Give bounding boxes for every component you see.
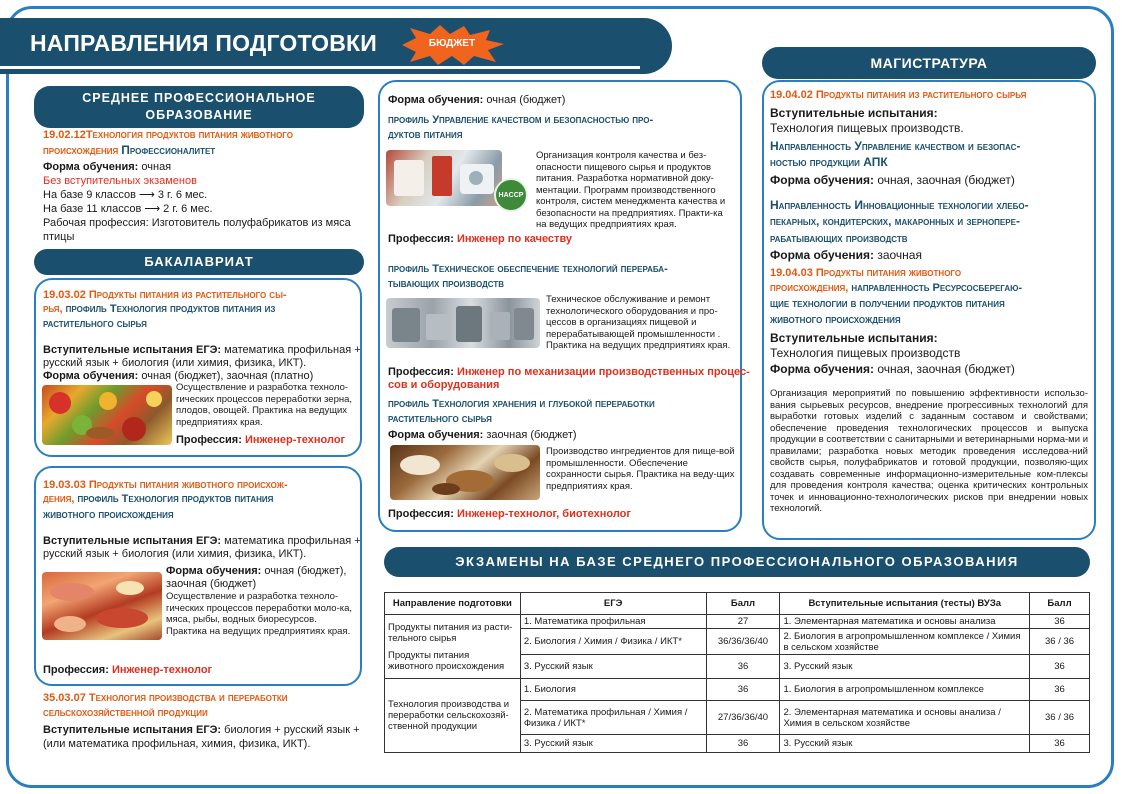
table-cell: 27/36/36/40: [706, 701, 780, 735]
b2-form-value-2: заочная (бюджет): [166, 578, 257, 590]
b3-exams-value: биология + русский язык +: [221, 724, 360, 736]
spo-code-title: 19.02.12Технология продуктов питания животного: [43, 129, 293, 141]
mid-b1-title-1: профиль Управление качеством и безопасностью про-: [388, 114, 654, 126]
b1-title-3: растительного сырья: [43, 318, 147, 330]
lab-image: [386, 150, 502, 206]
b2-exams-label: Вступительные испытания ЕГЭ:: [43, 535, 222, 547]
b1-form-value: очная (бюджет), заочная (платно): [138, 370, 314, 382]
table-cell: 36: [1030, 735, 1090, 753]
m2-line2b: направленность Ресурсосберегаю-: [851, 282, 1023, 294]
m1-dir2-line3: рабатывающих производств: [770, 231, 908, 245]
mid-b3-title-1: профиль Технология хранения и глубокой переработки: [388, 398, 655, 410]
m2-form-value: очная, заочная (бюджет): [874, 362, 1015, 376]
b3-exams-label: Вступительные испытания ЕГЭ:: [43, 724, 222, 736]
mid-b3-form-label: Форма обучения:: [388, 429, 484, 441]
spo-pill: [34, 86, 364, 128]
exams-table: [384, 592, 1090, 753]
grains-image: [390, 445, 540, 500]
table-cell: 2. Биология / Химия / Физика / ИКТ*: [520, 629, 706, 655]
th-ege: ЕГЭ: [520, 593, 706, 615]
mid-b2-prof-label: Профессия:: [388, 366, 454, 378]
table-cell: 1. Биология: [520, 679, 706, 701]
table-cell: 27: [706, 615, 780, 629]
spo-form-value: очная: [138, 161, 172, 173]
m1-exams-label: Вступительные испытания:: [770, 106, 938, 120]
th-uni-tests: Вступительные испытания (тесты) ВУЗа: [780, 593, 1030, 615]
table-cell: 36: [1030, 679, 1090, 701]
table-cell: 3. Русский язык: [780, 735, 1030, 753]
group1-direction-2: Продукты питания животного происхождения: [388, 649, 505, 672]
b1-form-label: Форма обучения:: [43, 370, 139, 382]
b2-title-2a: дения,: [43, 493, 78, 505]
group1-direction: [385, 615, 521, 679]
table-cell: 3. Русский язык: [780, 655, 1030, 679]
b1-prof-value: Инженер-технолог: [241, 434, 346, 446]
spo-pill-line2: ОБРАЗОВАНИЕ: [145, 108, 253, 122]
mid-b3-title-2: растительного сырья: [388, 413, 492, 425]
table-cell: 36: [706, 655, 780, 679]
b1-exams-label: Вступительные испытания ЕГЭ:: [43, 344, 222, 356]
b3-title-1: 35.03.07 Технология производства и переработки: [43, 692, 288, 704]
b2-description: Осуществление и разработка техноло-гических процессов переработки моло-ка, мяса, рыбы, водных биоресурсов. Практика на ведущих предприятиях края.: [166, 591, 353, 637]
vegetables-image: [42, 385, 172, 445]
table-cell: 36/36/36/40: [706, 629, 780, 655]
mid-b3-form-value: заочная (бюджет): [483, 429, 577, 441]
spo-work-prof-2: птицы: [43, 231, 75, 243]
table-row: [385, 615, 1090, 629]
exams-table-header: [385, 593, 1090, 615]
spo-form-label: Форма обучения:: [43, 161, 139, 173]
m1-dir2-line1: Направленность Инновационные технологии хлебо-: [770, 198, 1029, 212]
mid-b2-description: Техническое обслуживание и ремонт технологического оборудования и про-цессов в организациях пищевой и перерабатывающей промышленности . Практика на ведущих предприятиях края.: [546, 294, 731, 351]
b2-prof-label: Профессия:: [43, 664, 109, 676]
table-cell: 3. Русский язык: [520, 655, 706, 679]
b2-form-value: очная (бюджет),: [261, 565, 347, 577]
m2-line4: животного происхождения: [770, 314, 901, 326]
table-cell: 36 / 36: [1030, 629, 1090, 655]
b2-title-3: животного происхождения: [43, 509, 174, 521]
m2-line1: 19.04.03 Продукты питания животного: [770, 267, 962, 279]
table-cell: 2. Биология в агропромышленном комплексе / Химия в сельском хозяйстве: [780, 629, 1030, 655]
b2-title-2b: профиль Технология продуктов питания: [77, 493, 274, 505]
b1-title-2a: рья,: [43, 303, 66, 315]
m2-exams-value: Технология пищевых производств: [770, 346, 961, 360]
m1-form2-label: Форма обучения:: [770, 248, 874, 262]
spo-base-9: На базе 9 классов ⟶ 3 г. 6 мес.: [43, 189, 208, 201]
m1-form1-value: очная, заочная (бюджет): [874, 173, 1015, 187]
table-row: [385, 679, 1090, 701]
table-cell: 36: [706, 735, 780, 753]
b1-title-1: 19.03.02 Продукты питания из растительного сы-: [43, 289, 287, 301]
spo-no-exams: Без вступительных экзаменов: [43, 175, 197, 187]
mid-b2-title-1: профиль Техническое обеспечение технологий перераба-: [388, 263, 668, 275]
mid-b3-prof-label: Профессия:: [388, 508, 454, 520]
spo-pill-line1: СРЕДНЕЕ ПРОФЕССИОНАЛЬНОЕ: [82, 91, 316, 105]
m1-exams-value: Технология пищевых производств.: [770, 121, 964, 135]
table-cell: 1. Математика профильная: [520, 615, 706, 629]
b2-title-1: 19.03.03 Продукты питания животного происхож-: [43, 479, 288, 491]
b2-form-label: Форма обучения:: [166, 565, 262, 577]
b2-exams-value: математика профильная +: [221, 535, 361, 547]
masters-description: Организация мероприятий по повышению эффективности использо-вания сырьевых ресурсов, внедрение прогрессивных технологий для выработки готовых изделий с заданным составом и свойствами; обеспечение проведения технологических процессов и выпуска продукции в соответствии с санитарными и ветеринарными норма-ми и правилами; разработка новых методик проведения исследова-ний свойств сырья, полуфабрикатов и готовой продукции, позволяю-щих создавать современные информационно-измерительные ком-плексы для проведения контроля качества; оценка критических контрольных точек и инновационно-технологических рисков при внедрении новых технологий.: [770, 388, 1088, 514]
spo-code-title-2: происхождения: [43, 145, 122, 157]
th-score-2: Балл: [1030, 593, 1090, 615]
m1-title: 19.04.02 Продукты питания из растительного сырья: [770, 89, 1027, 101]
b3-exams-2: (или математика профильная, химия, физика, ИКТ).: [43, 738, 311, 750]
group2-direction: Технология производства и переработки сельскохозяй-ственной продукции: [385, 679, 521, 753]
header-underline: [0, 66, 640, 69]
m2-line3: щие технологии в получении продуктов питания: [770, 298, 1005, 310]
m1-form2-value: заочная: [874, 248, 922, 262]
mid-b3-prof-value: Инженер-технолог, биотехнолог: [453, 508, 631, 520]
mid-b1-prof-value: Инженер по качеству: [453, 233, 573, 245]
spo-work-prof: Рабочая профессия: Изготовитель полуфабрикатов из мяса: [43, 217, 351, 229]
mid-b2-prof-value: Инженер по механизации производственных процес-: [453, 366, 750, 378]
page-title: НАПРАВЛЕНИЯ ПОДГОТОВКИ: [30, 30, 378, 56]
haccp-stamp-icon: [494, 178, 528, 212]
table-cell: 1. Биология в агропромышленном комплексе: [780, 679, 1030, 701]
b1-description: Осуществление и разработка техноло-гических процессов переработки зерна, плодов, овощей. Практика на ведущих предприятиях края.: [176, 382, 353, 428]
th-direction: Направление подготовки: [385, 593, 521, 615]
exams-pill: ЭКЗАМЕНЫ НА БАЗЕ СРЕДНЕГО ПРОФЕССИОНАЛЬНОГО ОБРАЗОВАНИЯ: [384, 547, 1090, 577]
b1-exams-2: русский язык + биология (или химия, физика, ИКТ).: [43, 357, 307, 369]
th-score: Балл: [706, 593, 780, 615]
mid-b3-description: Производство ингредиентов для пище-вой промышленности. Обеспечение сохранности сырья. Практика на веду-щих предприятиях края.: [546, 446, 735, 492]
mid-b2-prof-value-2: сов и оборудования: [388, 379, 500, 391]
m1-form1-label: Форма обучения:: [770, 173, 874, 187]
spo-base-11: На базе 11 классов ⟶ 2 г. 6 мес.: [43, 203, 213, 215]
bachelor-pill: БАКАЛАВРИАТ: [34, 249, 364, 275]
table-cell: 36 / 36: [1030, 701, 1090, 735]
group1-direction-1: Продукты питания из расти-тельного сырья: [388, 621, 513, 644]
budget-badge: БЮДЖЕТ: [428, 38, 476, 49]
spo-professionalitet: Профессионалитет: [121, 143, 216, 157]
table-cell: 36: [1030, 655, 1090, 679]
haccp-stamp-label: HACCP: [498, 192, 524, 199]
b2-prof-value: Инженер-технолог: [108, 664, 213, 676]
m1-dir2-line2: пекарных, кондитерских, макаронных и зернопере-: [770, 214, 1020, 228]
m2-exams-label: Вступительные испытания:: [770, 331, 938, 345]
table-cell: 3. Русский язык: [520, 735, 706, 753]
m2-line2a: происхождения,: [770, 282, 852, 294]
b1-title-2b: профиль Технология продуктов питания из: [65, 303, 276, 315]
table-cell: 36: [706, 679, 780, 701]
b2-exams-2: русский язык + биология (или химия, физика, ИКТ).: [43, 548, 307, 560]
masters-pill: МАГИСТРАТУРА: [762, 47, 1096, 79]
table-cell: 2. Элементарная математика и основы анализа / Химия в сельском хозяйстве: [780, 701, 1030, 735]
m1-dir1-line1: Направленность Управление качеством и безопас-: [770, 139, 1021, 153]
meat-fish-image: [42, 572, 162, 640]
equipment-image: [386, 298, 540, 348]
mid-form-label: Форма обучения:: [388, 94, 484, 106]
table-cell: 1. Элементарная математика и основы анализа: [780, 615, 1030, 629]
b1-prof-label: Профессия:: [176, 434, 242, 446]
mid-form-value: очная (бюджет): [483, 94, 566, 106]
mid-b1-prof-label: Профессия:: [388, 233, 454, 245]
table-cell: 2. Математика профильная / Химия / Физика / ИКТ*: [520, 701, 706, 735]
mid-b1-description: Организация контроля качества и без-опасности пищевого сырья и продуктов питания. Разработка нормативной доку-ментации. Программ производственного контроля, систем менеджмента качества и безопасности на предприятиях. Практи-ка на ведущих предприятиях края.: [536, 150, 726, 230]
mid-b2-title-2: тывающих производств: [388, 278, 505, 290]
b1-exams-value: математика профильная +: [221, 344, 361, 356]
mid-b1-title-2: дуктов питания: [388, 129, 463, 141]
m1-dir1-line2: ностью продукции АПК: [770, 155, 888, 169]
b3-title-2: сельскохозяйственной продукции: [43, 707, 208, 719]
table-cell: 36: [1030, 615, 1090, 629]
m2-form-label: Форма обучения:: [770, 362, 874, 376]
